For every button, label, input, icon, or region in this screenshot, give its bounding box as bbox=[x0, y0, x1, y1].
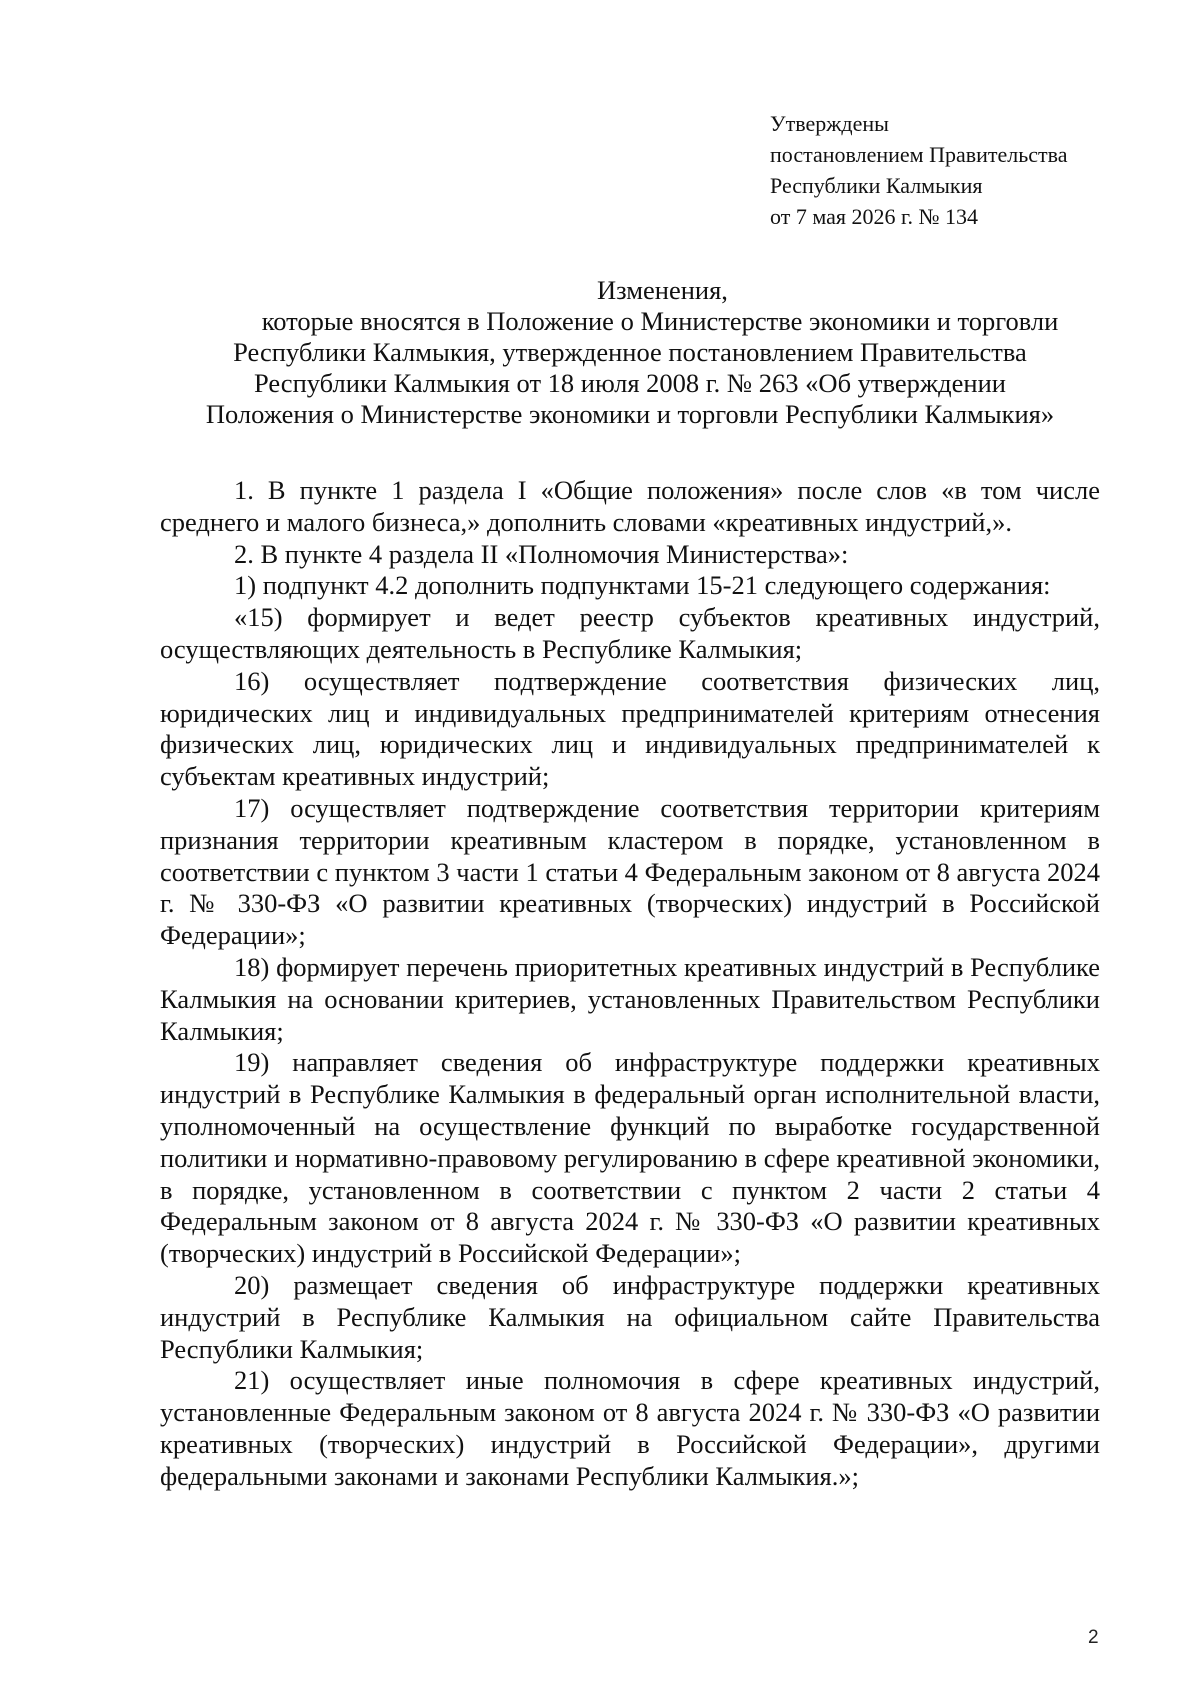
approval-line-2: постановлением Правительства bbox=[770, 142, 1068, 167]
title-line-3: Республики Калмыкия, утвержденное постановлением Правительства bbox=[233, 337, 1027, 367]
approval-line-3: Республики Калмыкия bbox=[770, 173, 983, 198]
paragraph-7: 18) формирует перечень приоритетных креативных индустрий в Республике Калмыкия на основании критериев, установленных Правительством Республики Калмыкия; bbox=[160, 951, 1100, 1046]
paragraph-4: «15) формирует и ведет реестр субъектов креативных индустрий, осуществляющих деятельность в Республике Калмыкия; bbox=[160, 602, 1100, 664]
paragraph-3: 1) подпункт 4.2 дополнить подпунктами 15-21 следующего содержания: bbox=[234, 570, 1051, 601]
title-line-2: которые вносятся в Положение о Министерстве экономики и торговли bbox=[261, 306, 1059, 336]
paragraph-8: 19) направляет сведения об инфраструктуре поддержки креативных индустрий в Республике Калмыкия в федеральный орган исполнительной власти, уполномоченный на осуществление функций по выработке государственной политики и нормативно-правовому регулированию в сфере креативной экономики, в порядке, установленном в соответствии с пунктом 2 части 2 статьи 4 Федеральным законом от 8 августа 2024 г. № 330-ФЗ «О развитии креативных (творческих) индустрий в Российской Федерации»; bbox=[160, 1047, 1100, 1269]
title-line-5: Положения о Министерстве экономики и торговли Республики Калмыкия» bbox=[205, 399, 1055, 429]
page-number: 2 bbox=[1088, 1627, 1099, 1648]
title-line-4: Республики Калмыкия от 18 июля 2008 г. № 263 «Об утверждении bbox=[254, 368, 1006, 398]
paragraph-1: 1. В пункте 1 раздела I «Общие положения» после слов «в том числе среднего и малого бизнеса,» дополнить словами «креативных индустрий,». bbox=[160, 475, 1100, 537]
paragraph-9: 20) размещает сведения об инфраструктуре поддержки креативных индустрий в Республике Калмыкия на официальном сайте Правительства Республики Калмыкия; bbox=[160, 1269, 1100, 1364]
paragraph-10: 21) осуществляет иные полномочия в сфере креативных индустрий, установленные Федеральным законом от 8 августа 2024 г. № 330-ФЗ «О развитии креативных (творческих) индустрий в Российской Федерации», другими федеральными законами и законами Республики Калмыкия.»; bbox=[160, 1365, 1100, 1491]
title-line-1: Изменения, bbox=[597, 275, 728, 305]
paragraph-6: 17) осуществляет подтверждение соответствия территории критериям признания территории креативным кластером в порядке, установленном в соответствии с пунктом 3 части 1 статьи 4 Федеральным законом от 8 августа 2024 г. № 330-ФЗ «О развитии креативных (творческих) индустрий в Российской Федерации»; bbox=[160, 792, 1100, 951]
approval-stamp-block bbox=[770, 108, 1150, 232]
paragraph-2: 2. В пункте 4 раздела II «Полномочия Министерства»: bbox=[234, 538, 849, 569]
approval-line-4: от 7 мая 2026 г. № 134 bbox=[770, 204, 979, 229]
document-title bbox=[160, 275, 1100, 430]
document-body bbox=[160, 475, 1100, 1493]
approval-line-1: Утверждены bbox=[770, 111, 889, 136]
paragraph-5: 16) осуществляет подтверждение соответствия физических лиц, юридических лиц и индивидуальных предпринимателей критериям отнесения физических лиц, юридических лиц и индивидуальных предпринимателей к субъектам креативных индустрий; bbox=[160, 665, 1100, 792]
